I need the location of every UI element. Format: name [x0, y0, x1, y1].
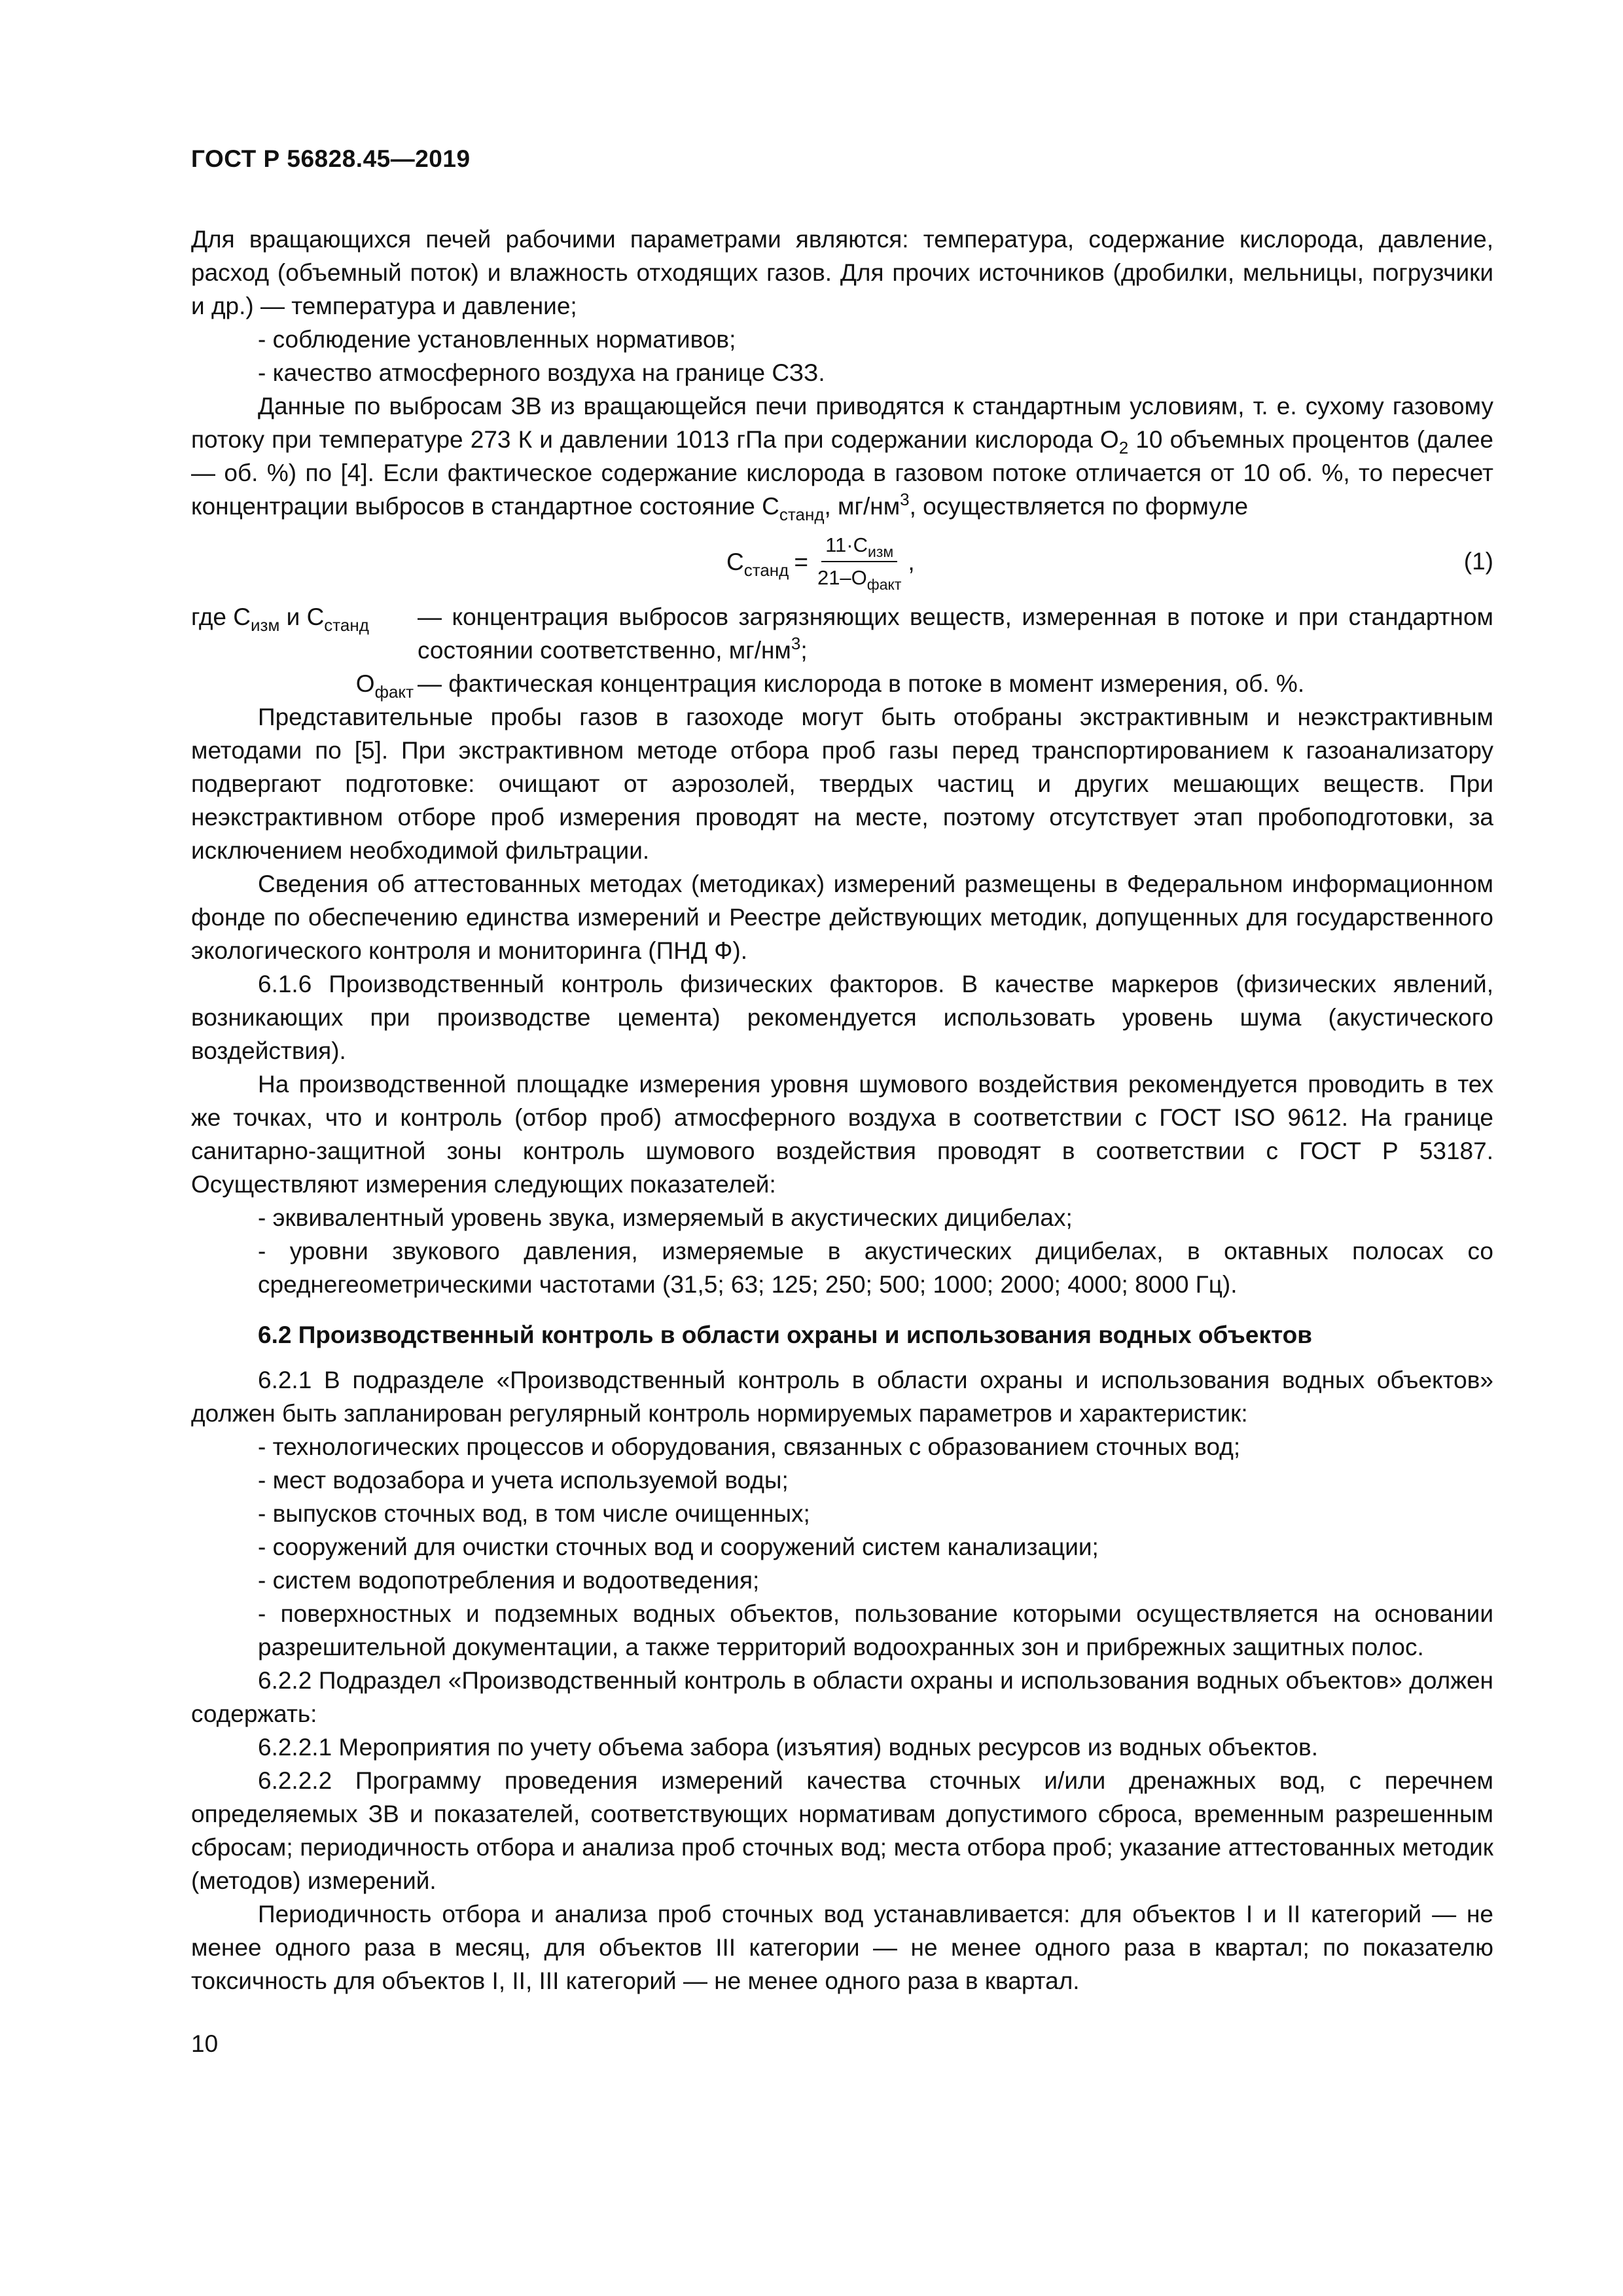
explanation-definition — [418, 600, 1493, 667]
paragraph-6-1-6: 6.1.6 Производственный контроль физических факторов. В качестве маркеров (физических явлений, возникающих при производстве цемента) рекомендуется использовать уровень шума (акустического воздействия). — [191, 971, 1493, 1064]
formula-explanation — [191, 600, 1493, 700]
formula-symbol: 11·С — [825, 533, 868, 556]
formula-number: (1) — [1463, 548, 1493, 575]
subscript: факт — [866, 576, 902, 593]
text-run: и С — [279, 603, 325, 630]
superscript: 3 — [900, 490, 910, 509]
paragraph-6-2-2-1: 6.2.2.1 Мероприятия по учету объема забора (изъятия) водных ресурсов из водных объектов. — [258, 1734, 1318, 1761]
text-run: , мг/нм — [824, 493, 901, 520]
explanation-definition: — фактическая концентрация кислорода в потоке в момент измерения, об. %. — [418, 670, 1305, 697]
text-run: О — [355, 670, 375, 697]
list-item: - выпусков сточных вод, в том числе очищенных; — [258, 1500, 810, 1527]
paragraph-gas-sampling: Представительные пробы газов в газоходе могут быть отобраны экстрактивным и неэкстрактивным методами по [5]. При экстрактивном методе отбора проб газы перед транспортированием к газоанализатору подвергают подготовке: очищают от аэрозолей, твердых частиц и других мешающих веществ. При неэкстрактивном отборе проб измерения проводят на месте, поэтому отсутствует этап пробоподготовки, за исключением необходимой фильтрации. — [191, 704, 1493, 864]
list-item: - уровни звукового давления, измеряемые в акустических дицибелах, в октавных полосах со среднегеометрическими частотами (31,5; 63; 125; 250; 500; 1000; 2000; 4000; 8000 Гц). — [258, 1238, 1493, 1298]
list-item: - технологических процессов и оборудования, связанных с образованием сточных вод; — [258, 1433, 1241, 1460]
document-id-header: ГОСТ Р 56828.45—2019 — [191, 145, 471, 172]
formula-symbol: С — [726, 548, 744, 575]
document-body — [191, 223, 1493, 1998]
list-item: - качество атмосферного воздуха на границе СЗЗ. — [258, 359, 825, 386]
fraction-denominator — [813, 562, 905, 592]
list-item: - сооружений для очистки сточных вод и сооружений систем канализации; — [258, 1534, 1099, 1560]
explanation-term — [191, 600, 418, 667]
explanation-row — [191, 600, 1493, 667]
paragraph-6-2-2: 6.2.2 Подраздел «Производственный контроль в области охраны и использования водных объектов» должен содержать: — [191, 1667, 1493, 1727]
fraction-numerator — [821, 531, 897, 562]
formula-equals: = — [794, 548, 808, 575]
text-run: , осуществляется по формуле — [909, 493, 1249, 520]
list-item: - мест водозабора и учета используемой воды; — [258, 1467, 789, 1494]
paragraph-noise-measurement: На производственной площадке измерения уровня шумового воздействия рекомендуется проводить в тех же точках, что и контроль (отбор проб) атмосферного воздуха в соответствии с ГОСТ ISO 9612. На границе санитарно-защитной зоны контроль шумового воздействия проводят в соответствии с ГОСТ Р 53187. Осуществляют измерения следующих показателей: — [191, 1071, 1493, 1198]
paragraph-certified-methods: Сведения об аттестованных методах (методиках) измерений размещены в Федеральном информационном фонде по обеспечению единства измерений и Реестре действующих методик, допущенных для государственного экологического контроля и мониторинга (ПНД Ф). — [191, 870, 1493, 964]
section-heading-6-2: 6.2 Производственный контроль в области охраны и использования водных объектов — [258, 1321, 1312, 1348]
formula-lhs — [726, 545, 789, 579]
text-run: — концентрация выбросов загрязняющих веществ, измеренная в потоке и при стандартном состоянии соответственно, мг/нм — [418, 603, 1493, 664]
subscript: изм — [868, 543, 894, 560]
text-run: ; — [800, 637, 808, 664]
text-run: Данные по выбросам ЗВ из вращающейся печи приводятся к стандартным условиям, т. е. сухому газовому потоку при температуре 273 К и давлении 1013 гПа при содержании кислорода О — [191, 393, 1493, 453]
superscript: 3 — [791, 634, 801, 653]
list-item: - эквивалентный уровень звука, измеряемый в акустических дицибелах; — [258, 1204, 1073, 1231]
list-item: - поверхностных и подземных водных объектов, пользование которыми осуществляется на основании разрешительной документации, а также территорий водоохранных зон и прибрежных защитных полос. — [258, 1600, 1493, 1660]
explanation-term — [191, 667, 418, 700]
explanation-row — [191, 667, 1493, 700]
formula — [726, 523, 915, 600]
formula-fraction — [813, 531, 905, 592]
formula-row — [191, 523, 1493, 600]
paragraph-sampling-frequency: Периодичность отбора и анализа проб сточных вод устанавливается: для объектов I и II категорий — не менее одного раза в месяц, для объектов III категории — не менее одного раза в квартал; по показателю токсичность для объектов I, II, III категорий — не менее одного раза в квартал. — [191, 1901, 1493, 1994]
subscript: станд — [743, 560, 789, 580]
subscript: станд — [779, 505, 825, 524]
formula-symbol: 21–О — [817, 566, 867, 589]
paragraph-6-2-2-2: 6.2.2.2 Программу проведения измерений качества сточных и/или дренажных вод, с перечнем определяемых ЗВ и показателей, соответствующих нормативам допустимого сброса, временным разрешенным сбросам; периодичность отбора и анализа проб сточных вод; места отбора проб; указание аттестованных методик (методов) измерений. — [191, 1767, 1493, 1894]
list-item: - систем водопотребления и водоотведения; — [258, 1567, 760, 1594]
paragraph-standard-conditions — [191, 389, 1493, 523]
subscript: 2 — [1118, 438, 1129, 457]
paragraph-6-2-1: 6.2.1 В подразделе «Производственный контроль в области охраны и использования водных объектов» должен быть запланирован регулярный контроль нормируемых параметров и характеристик: — [191, 1367, 1493, 1427]
paragraph-operating-parameters: Для вращающихся печей рабочими параметрами являются: температура, содержание кислорода, давление, расход (объемный поток) и влажность отходящих газов. Для прочих источников (дробилки, мельницы, погрузчики и др.) — температура и давление; — [191, 226, 1493, 319]
text-run: где С — [191, 603, 251, 630]
subscript: изм — [251, 615, 280, 635]
formula-comma: , — [908, 548, 915, 575]
list-item: - соблюдение установленных нормативов; — [258, 326, 736, 353]
text-run: 10 объемных процентов (далее — об. %) по [4]. Если фактическое содержание кислорода в газовом потоке отличается от 10 об. %, то пересчет концентрации выбросов в стандартное состояние С — [191, 426, 1493, 520]
page-number: 10 — [191, 2030, 219, 2057]
subscript: факт — [374, 682, 414, 702]
subscript: станд — [324, 615, 369, 635]
